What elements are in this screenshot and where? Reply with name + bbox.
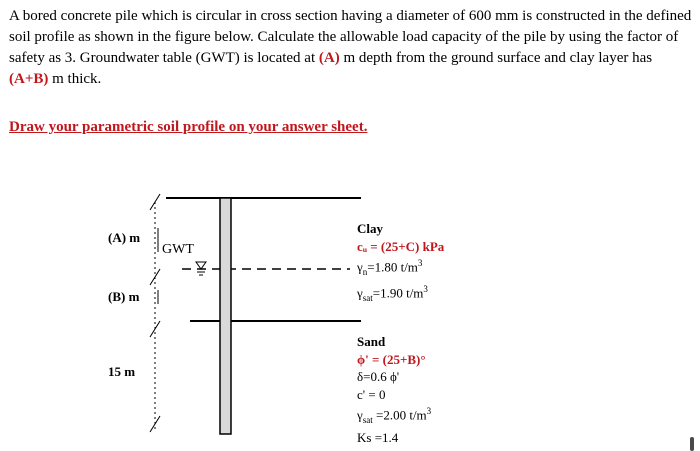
- clay-gamma-n: $\gamma_n=1.80$ $t/m^3$: [357, 258, 423, 277]
- sand-cohesion: c' = 0: [357, 386, 386, 402]
- depth-label-15: 15 m: [108, 364, 136, 379]
- sand-gamma-sat: $\gamma_{sat} =2.00$ $t/m^3$: [357, 406, 432, 425]
- sand-ks: Ks =1.4: [357, 430, 399, 446]
- depth-label-a: (A) m: [108, 230, 141, 245]
- clay-name: Clay: [357, 221, 383, 236]
- variable-a: (A): [318, 50, 340, 66]
- scrollbar-thumb[interactable]: [690, 437, 694, 451]
- clay-gamma-sat: $\gamma_{sat}=1.90$ $t/m^3$: [357, 284, 428, 304]
- sand-name: Sand: [357, 334, 386, 349]
- variable-a-plus-b: (A+B): [9, 71, 49, 87]
- clay-properties: [357, 220, 444, 308]
- problem-text-part3: m thick.: [48, 71, 102, 87]
- gwt-label: GWT: [162, 242, 194, 257]
- clay-cu: cᵤ = (25+C) kPa: [357, 238, 445, 254]
- instruction-heading: Draw your parametric soil profile on your answer sheet.: [9, 119, 368, 135]
- problem-text-part1: A bored concrete pile which is circular in cross section having a diameter of 600 mm is constructed in the defined soil profile as shown in the figure below. Calculate the allowable load capacity of the pile by using the factor of safety as 3. Groundwater table (GWT) is located at: [9, 8, 692, 66]
- sand-delta: δ=0.6 ϕ': [357, 369, 400, 384]
- sand-properties: [357, 333, 431, 447]
- problem-text-part2: m depth from the ground surface and clay layer has: [339, 50, 653, 66]
- sand-phi: ϕ' = (25+B)°: [357, 351, 426, 367]
- pile-shaft: [220, 198, 231, 434]
- depth-label-b: (B) m: [108, 289, 140, 304]
